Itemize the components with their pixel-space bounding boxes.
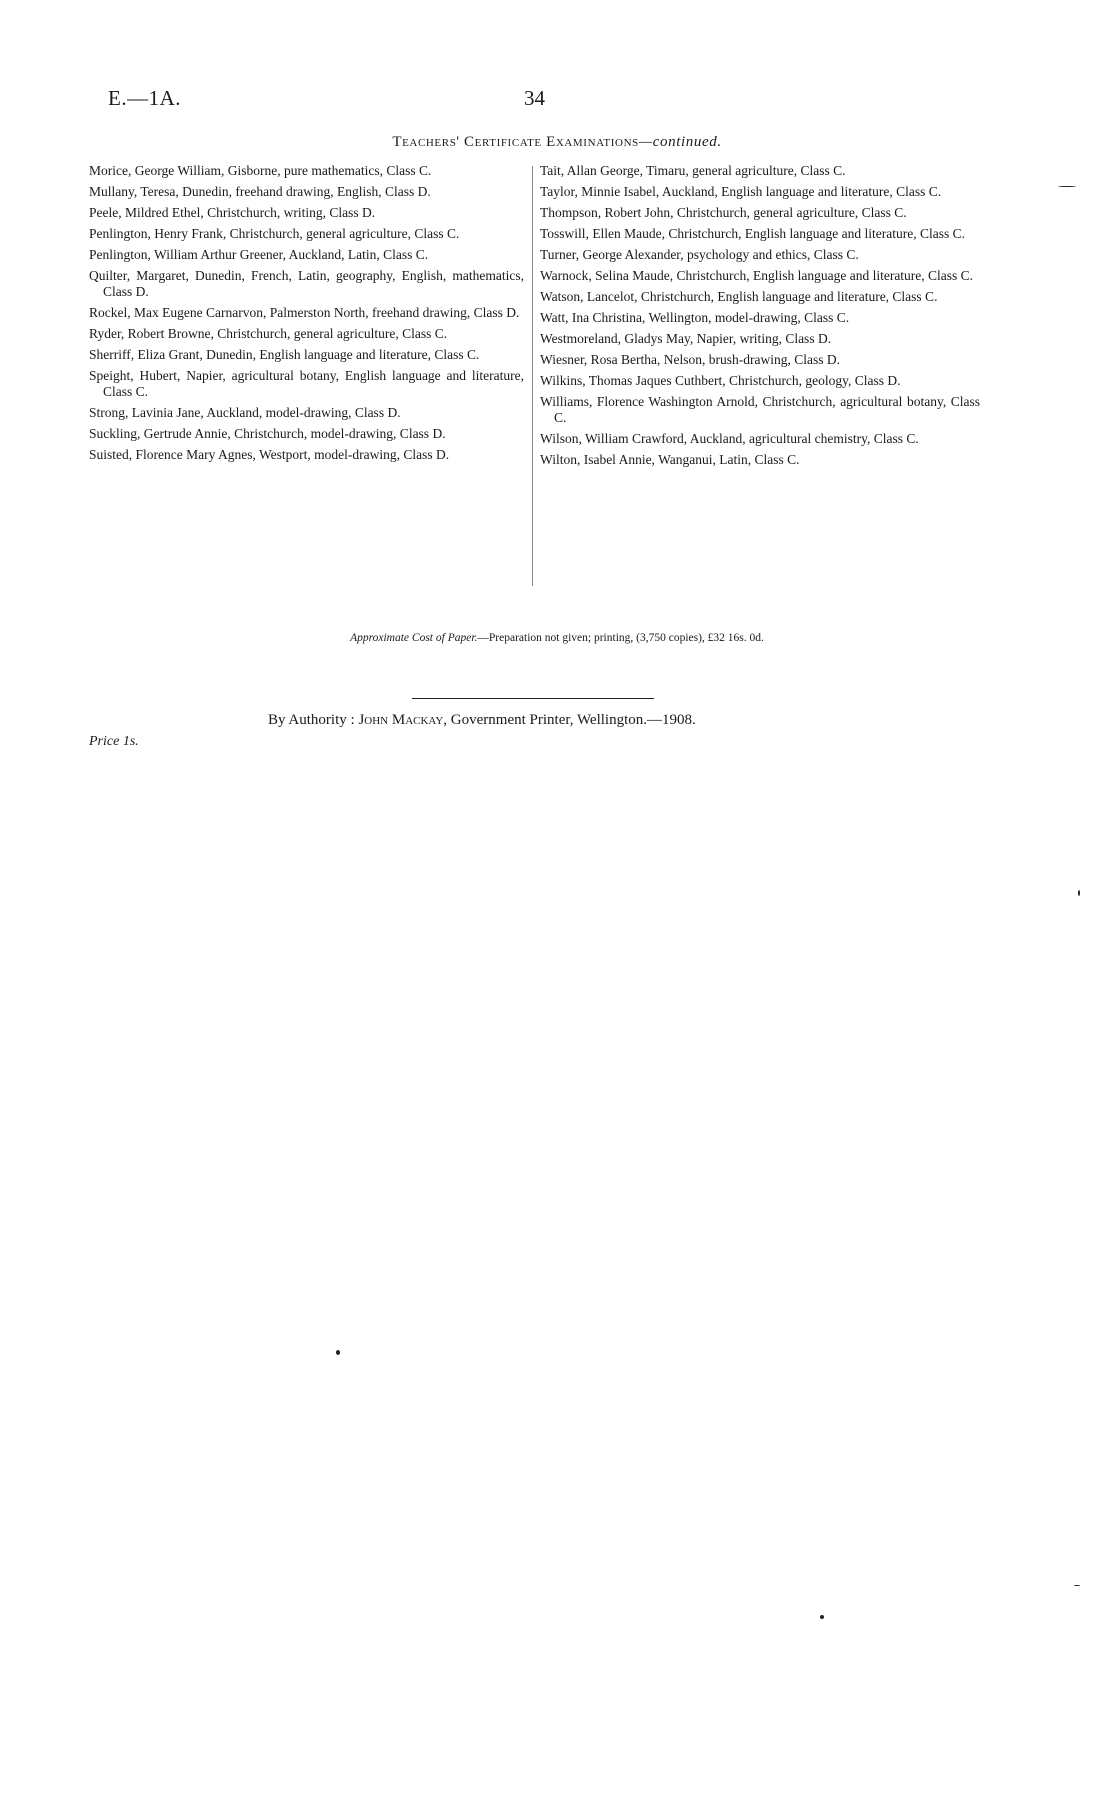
- list-item: Watt, Ina Christina, Wellington, model-drawing, Class C.: [540, 310, 850, 325]
- page-header-reference: E.—1A.: [108, 86, 181, 110]
- list-item: Penlington, William Arthur Greener, Auckland, Latin, Class C.: [89, 247, 429, 262]
- cost-note-text: —Preparation not given; printing, (3,750 copies), £32 16s. 0d.: [477, 632, 764, 644]
- list-item: Wilson, William Crawford, Auckland, agricultural chemistry, Class C.: [540, 431, 919, 446]
- left-column-list: [89, 163, 524, 468]
- imprint-rule: [412, 698, 654, 699]
- list-item: Speight, Hubert, Napier, agricultural botany, English language and literature, Class C.: [89, 368, 524, 399]
- list-item: Turner, George Alexander, psychology and ethics, Class C.: [540, 247, 859, 262]
- list-item: Westmoreland, Gladys May, Napier, writing, Class D.: [540, 331, 832, 346]
- list-item: Sherriff, Eliza Grant, Dunedin, English language and literature, Class C.: [89, 347, 480, 362]
- cost-note: [0, 632, 1114, 644]
- imprint: [268, 712, 696, 729]
- list-item: Morice, George William, Gisborne, pure mathematics, Class C.: [89, 163, 432, 178]
- list-item: Thompson, Robert John, Christchurch, general agriculture, Class C.: [540, 205, 907, 220]
- price: Price 1s.: [89, 734, 139, 749]
- list-item: Quilter, Margaret, Dunedin, French, Latin, geography, English, mathematics, Class D.: [89, 268, 524, 299]
- list-item: Tait, Allan George, Timaru, general agriculture, Class C.: [540, 163, 846, 178]
- list-item: Peele, Mildred Ethel, Christchurch, writing, Class D.: [89, 205, 376, 220]
- scan-speck: [820, 1615, 824, 1619]
- list-item: Williams, Florence Washington Arnold, Christchurch, agricultural botany, Class C.: [540, 394, 980, 425]
- list-item: Suckling, Gertrude Annie, Christchurch, model-drawing, Class D.: [89, 426, 446, 441]
- page-number: 34: [524, 86, 545, 110]
- list-item: Warnock, Selina Maude, Christchurch, English language and literature, Class C.: [540, 268, 974, 283]
- scan-speck: [336, 1350, 340, 1355]
- list-item: Ryder, Robert Browne, Christchurch, general agriculture, Class C.: [89, 326, 448, 341]
- imprint-prefix: By Authority :: [268, 712, 355, 728]
- list-item: Penlington, Henry Frank, Christchurch, general agriculture, Class C.: [89, 226, 460, 241]
- list-item: Tosswill, Ellen Maude, Christchurch, English language and literature, Class C.: [540, 226, 965, 241]
- section-title-continued: —continued.: [638, 134, 722, 150]
- scan-speck: [1058, 186, 1076, 187]
- list-item: Taylor, Minnie Isabel, Auckland, English language and literature, Class C.: [540, 184, 942, 199]
- list-item: Strong, Lavinia Jane, Auckland, model-drawing, Class D.: [89, 405, 401, 420]
- list-item: Wiesner, Rosa Bertha, Nelson, brush-drawing, Class D.: [540, 352, 840, 367]
- imprint-suffix: Government Printer, Wellington.—1908.: [450, 712, 696, 728]
- list-item: Watson, Lancelot, Christchurch, English language and literature, Class C.: [540, 289, 938, 304]
- scan-speck: [1074, 1585, 1080, 1586]
- list-item: Wilton, Isabel Annie, Wanganui, Latin, Class C.: [540, 452, 800, 467]
- right-column-list: [540, 163, 980, 473]
- list-item: Wilkins, Thomas Jaques Cuthbert, Christchurch, geology, Class D.: [540, 373, 901, 388]
- column-divider: [532, 166, 533, 586]
- list-item: Rockel, Max Eugene Carnarvon, Palmerston North, freehand drawing, Class D.: [89, 305, 520, 320]
- section-title: [0, 134, 1114, 151]
- cost-note-lead: Approximate Cost of Paper.: [350, 632, 478, 644]
- scan-speck: [1078, 890, 1080, 896]
- section-title-text: Teachers' Certificate Examinations: [392, 134, 639, 150]
- imprint-printer: John Mackay,: [358, 712, 448, 728]
- list-item: Mullany, Teresa, Dunedin, freehand drawing, English, Class D.: [89, 184, 431, 199]
- list-item: Suisted, Florence Mary Agnes, Westport, model-drawing, Class D.: [89, 447, 450, 462]
